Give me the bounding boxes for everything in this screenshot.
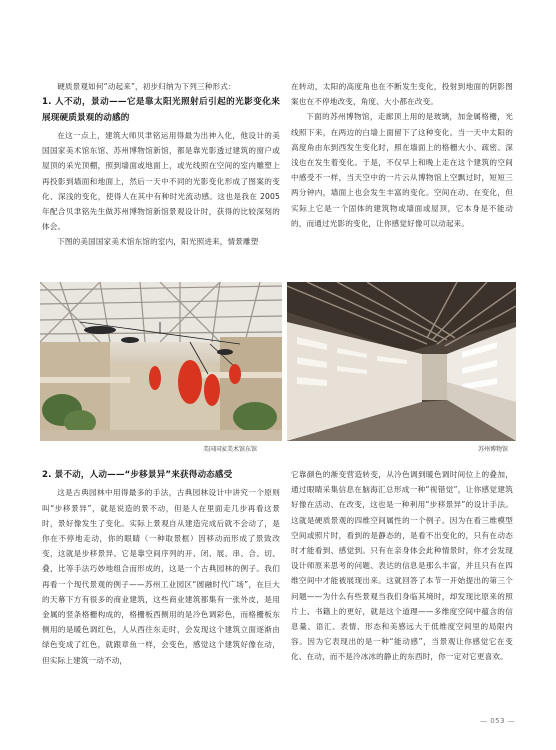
section-1-paragraph-2: 下图的美国国家美术馆东馆的室内，阳光照进来，情景雕塑	[57, 237, 259, 247]
section-1-heading: 1. 人不动，景动——它是靠太阳光照射后引起的光影变化来展现硬质景观的动感的	[42, 97, 280, 123]
section-1-paragraph-1: 在这一点上，建筑大师贝聿铭运用得最为出神入化，他设计的美国国家美术馆东馆、苏州博物馆新馆，都是靠光影透过建筑的窗户或屋顶的采光顶棚，照到墙面或地面上，或光线照在空间的室内雕塑上再投影到墙面和地面上，然后一天中不同的光影变化形成了图案的变化、深浅的变化，使得人在其中有种时光流动感。这也是我在 2005 年配合贝聿铭先生做苏州博物馆新馆景观设计时，获得的比较深刻的体会。	[42, 131, 280, 232]
section-2-paragraph-2: 它靠颜色的渐变营造转变，从冷色调到暖色调时间位上的叠加，通过眼睛采集信息在脑海汇总形成一种“视错觉”，让你感觉建筑好像在活动、在改变，这也是一种利用“步移景异”的设计手法。这就是硬质景观的四维空间属性的一个例子。因为在看三维模型空间或照片时，看到的是静态的，是看不出变化的，只有在动态时才能看到、感觉到。只有在亲身体会此种情景时，你才会发现设计师原来思考的问题、表达的信息是那么丰富，并且只有在四维空间中才能被展现出来。这就回答了本节一开始提出的第三个问题——为什么有些景观当我们身临其境时，却发现比原来的照片上、书籍上的更好，就是这个道理——多维度空间中蕴含的信息量、语汇、表情、形态和美感远大于低维度空间里的局限内容。因为它表现出的是一种“能动感”，当景观让你感觉它在变化、在动，而不是冷冰冰的静止的东西时，你一定对它更喜欢。	[291, 470, 513, 662]
section-2-paragraph-1: 这是古典园林中用得最多的手法，古典园林设计中讲究一个原则叫“步移景异”，就是说造的景不动，但是人在里面走几步再看这景时，景好像发生了变化。实际上景观自从建造完成后就不会动了，是你在不停地走动，你的眼睛（一种取景框）因移动而形成了景致改变，这就是步移景异。它是靠空间序列的开、闭、展、串、合、切、叠，比等手法巧妙地组合而形成的，这是一个古典园林的例子。我们再看一个现代景观的例子——苏州工业园区“圆融时代广场”，在巨大的天幕下方有很多的商业建筑，这些商业建筑都集有一张外皮，是用金属的竖条格栅构成的，格栅板西侧用的是冷色调彩色，而格栅板东侧用的是暖色调红色，人从西往东走时，会发现这个建筑立面逐渐由绿色变成了红色，就跟章鱼一样，会变色，感觉这个建筑好像在动，但实际上建筑一动不动，	[42, 488, 280, 665]
section-2-heading: 2. 景不动，人动——“步移景异”来获得动态感受	[42, 470, 233, 480]
page-number: — 053 —	[480, 717, 516, 725]
suzhou-museum-paragraph: 下面的苏州博物馆，走廊顶上用的是玻璃，加金属格栅，光线照下来，在两边的白墙上面留下了这种变化。当一天中太阳的高度角由东到西发生变化时，照在墙面上的格栅大小、疏密、深浅也在发生着变化。于是，不仅早上和晚上走在这个建筑的空间中感受不一样，当天空中的一片云从博物馆上空飘过时，短短三两分钟内，墙面上也会发生丰富的变化。空间在动、在变化，但实际上它是一个固体的建筑物或墙面或屋顶，它本身是不能动的，而通过光影的变化，让你感觉好像可以动起来。	[291, 112, 513, 228]
text-column-bottom-right	[291, 467, 513, 665]
text-column-bottom-left	[42, 467, 280, 668]
caption-left-photo: 美国国家美术馆东馆	[203, 446, 258, 453]
text-column-top-left	[42, 79, 280, 250]
continued-paragraph: 在转动，太阳的高度角也在不断发生变化，投射到地面的阴影图案也在不停地改变，角度、大小都在改变。	[291, 82, 513, 107]
intro-paragraph: 硬质景观如何“动起来”，初步归纳为下列三种形式：	[57, 82, 236, 91]
photo-national-gallery-east-building	[40, 282, 282, 441]
text-column-top-right	[291, 79, 513, 231]
caption-right-photo: 苏州博物馆	[478, 446, 509, 453]
photo-suzhou-museum-corridor	[287, 282, 516, 441]
